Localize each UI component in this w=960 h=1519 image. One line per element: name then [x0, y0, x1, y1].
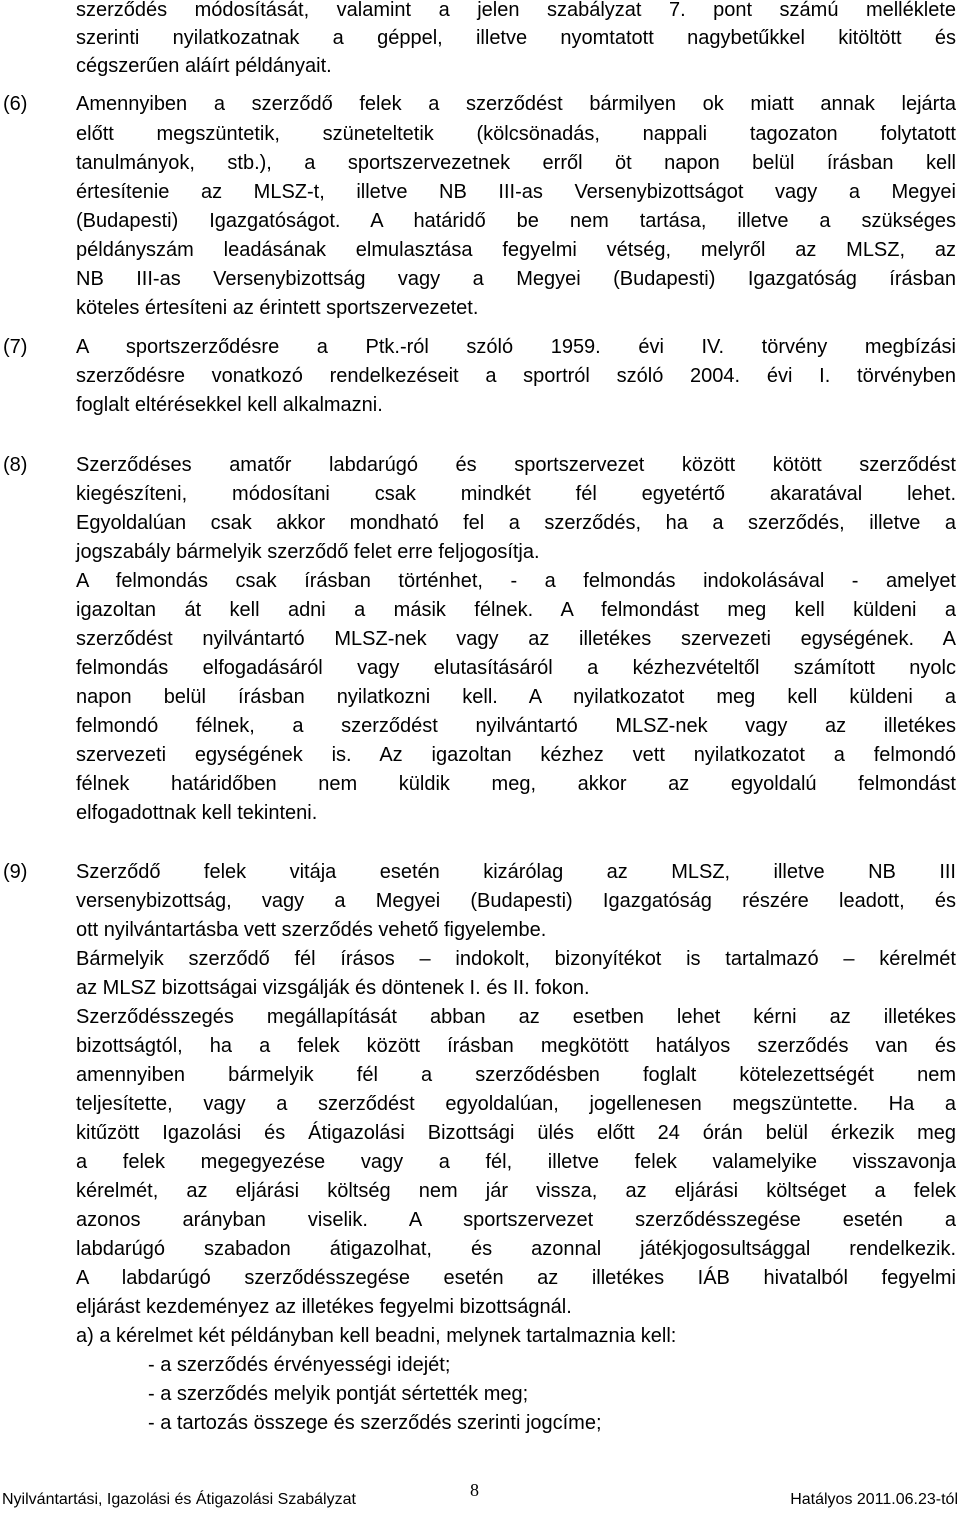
- intro-line: [0, 24, 960, 52]
- paragraph-text: azonos arányban viselik. A sportszervezet szerződésszegése esetén a: [76, 1209, 956, 1231]
- paragraph-text: igazoltan át kell adni a másik félnek. A felmondást meg kell küldeni a: [76, 599, 956, 621]
- section-9-line: [0, 974, 960, 1002]
- paragraph-text: foglalt eltérésekkel kell alkalmazni.: [76, 394, 383, 416]
- dash-list-item: [0, 1380, 960, 1408]
- paragraph-text: előtt megszüntetik, szüneteltetik (kölcsönadás, nappali tagozaton folytatott: [76, 123, 956, 145]
- paragraph-text: labdarúgó szabadon átigazolhat, és azonnal játékjogosultsággal rendelkezik.: [76, 1238, 956, 1260]
- paragraph-text: NB III-as Versenybizottság vagy a Megyei (Budapesti) Igazgatóság írásban: [76, 268, 956, 290]
- section-number: (8): [3, 454, 28, 476]
- paragraph-text: szervezeti egységének is. Az igazoltan kézhez vett nyilatkozatot a felmondó: [76, 744, 956, 766]
- section-9-line: [0, 1177, 960, 1205]
- section-9-line: [0, 1293, 960, 1321]
- paragraph-text: szerződést nyilvántartó MLSZ-nek vagy az illetékes szervezeti egységének. A: [76, 628, 956, 650]
- paragraph-text: kiegészíteni, módosítani csak mindkét fél egyetértő akaratával lehet.: [76, 483, 956, 505]
- list-intro-text: a) a kérelmet két példányban kell beadni, melynek tartalmaznia kell:: [76, 1325, 677, 1347]
- section-number: (9): [3, 861, 28, 883]
- section-8-line: [0, 509, 960, 537]
- section-8-line: [0, 770, 960, 798]
- paragraph-text: felmondó félnek, a szerződést nyilvántartó MLSZ-nek vagy az illetékes: [76, 715, 956, 737]
- paragraph-text: szerinti nyilatkozatnak a géppel, illetve nyomtatott nagybetűkkel kitöltött és: [76, 27, 956, 49]
- section-6-line: [0, 236, 960, 264]
- paragraph-text: Szerződő felek vitája esetén kizárólag az MLSZ, illetve NB III: [76, 861, 956, 883]
- list-item-text: - a szerződés melyik pontját sértették meg;: [148, 1383, 529, 1405]
- section-6-line: [0, 265, 960, 293]
- section-7-line: [0, 333, 960, 361]
- paragraph-text: Bármelyik szerződő fél írásos – indokolt, bizonyítékot is tartalmazó – kérelmét: [76, 948, 956, 970]
- section-9-line: [0, 1003, 960, 1031]
- paragraph-text: kérelmét, az eljárási költség nem jár vissza, az eljárási költséget a felek: [76, 1180, 956, 1202]
- section-7-line: [0, 391, 960, 419]
- section-8-line: [0, 741, 960, 769]
- paragraph-text: ott nyilvántartásba vett szerződés vehető figyelembe.: [76, 919, 547, 941]
- paragraph-text: Szerződésszegés megállapítását abban az esetben lehet kérni az illetékes: [76, 1006, 956, 1028]
- paragraph-text: napon belül írásban nyilatkozni kell. A nyilatkozatot meg kell küldeni a: [76, 686, 956, 708]
- paragraph-text: félnek határidőben nem küldik meg, akkor az egyoldalú felmondást: [76, 773, 956, 795]
- section-6-line: [0, 207, 960, 235]
- section-9-line: [0, 887, 960, 915]
- paragraph-text: tanulmányok, stb.), a sportszervezetnek erről öt napon belül írásban kell: [76, 152, 956, 174]
- paragraph-text: példányszám leadásának elmulasztása fegyelmi vétség, melyről az MLSZ, az: [76, 239, 956, 261]
- section-8-line: [0, 799, 960, 827]
- paragraph-text: felmondás elfogadásáról vagy elutasításáról a kézhezvételtől számított nyolc: [76, 657, 956, 679]
- paragraph-text: a felek megegyezése vagy a fél, illetve felek valamelyike visszavonja: [76, 1151, 956, 1173]
- section-6-line: [0, 90, 960, 118]
- paragraph-text: A sportszerződésre a Ptk.-ról szóló 1959. évi IV. törvény megbízási: [76, 336, 956, 358]
- paragraph-text: teljesítette, vagy a szerződést egyoldalúan, jogellenesen megszüntette. Ha a: [76, 1093, 956, 1115]
- section-6-line: [0, 178, 960, 206]
- section-9-line: [0, 1148, 960, 1176]
- section-7-line: [0, 362, 960, 390]
- section-9-line: [0, 1119, 960, 1147]
- dash-list-item: [0, 1409, 960, 1437]
- section-8-line: [0, 654, 960, 682]
- paragraph-text: cégszerűen aláírt példányait.: [76, 55, 332, 77]
- section-8-line: [0, 625, 960, 653]
- paragraph-text: bizottságtól, ha a felek között írásban megkötött hatályos szerződés van és: [76, 1035, 956, 1057]
- section-9-line: [0, 916, 960, 944]
- section-9-line: [0, 858, 960, 886]
- section-9-line: [0, 945, 960, 973]
- paragraph-text: szerződés módosítását, valamint a jelen szabályzat 7. pont számú melléklete: [76, 0, 956, 21]
- footer-title: Nyilvántartási, Igazolási és Átigazolási Szabályzat: [2, 1491, 356, 1508]
- paragraph-text: értesítenie az MLSZ-t, illetve NB III-as Versenybizottságot vagy a Megyei: [76, 181, 956, 203]
- paragraph-text: szerződésre vonatkozó rendelkezéseit a sportról szóló 2004. évi I. törvényben: [76, 365, 956, 387]
- paragraph-text: amennyiben bármelyik fél a szerződésben foglalt kötelezettségét nem: [76, 1064, 956, 1086]
- footer-effective-date: Hatályos 2011.06.23-tól: [790, 1491, 958, 1508]
- paragraph-text: elfogadottnak kell tekinteni.: [76, 802, 318, 824]
- section-6-line: [0, 120, 960, 148]
- section-8-line: [0, 451, 960, 479]
- paragraph-text: eljárást kezdeményez az illetékes fegyelmi bizottságnál.: [76, 1296, 572, 1318]
- section-6-line: [0, 294, 960, 322]
- paragraph-text: A labdarúgó szerződésszegése esetén az illetékes IÁB hivatalból fegyelmi: [76, 1267, 956, 1289]
- page-number: 8: [470, 1480, 479, 1500]
- section-8-line: [0, 596, 960, 624]
- section-number: (7): [3, 336, 28, 358]
- section-9-line: [0, 1235, 960, 1263]
- paragraph-text: jogszabály bármelyik szerződő felet erre feljogosítja.: [76, 541, 540, 563]
- list-item-text: - a szerződés érvényességi idejét;: [148, 1354, 451, 1376]
- list-item-text: - a tartozás összege és szerződés szerinti jogcíme;: [148, 1412, 602, 1434]
- paragraph-text: kitűzött Igazolási és Átigazolási Bizottsági ülés előtt 24 órán belül érkezik meg: [76, 1122, 956, 1144]
- section-6-line: [0, 149, 960, 177]
- section-9-line: [0, 1264, 960, 1292]
- section-9-line: [0, 1090, 960, 1118]
- section-9-line: [0, 1206, 960, 1234]
- paragraph-text: az MLSZ bizottságai vizsgálják és döntenek I. és II. fokon.: [76, 977, 590, 999]
- intro-line: [0, 52, 960, 80]
- paragraph-text: (Budapesti) Igazgatóságot. A határidő be nem tartása, illetve a szükséges: [76, 210, 956, 232]
- section-number: (6): [3, 93, 28, 115]
- section-8-line: [0, 567, 960, 595]
- section-8-line: [0, 683, 960, 711]
- section-8-line: [0, 480, 960, 508]
- paragraph-text: köteles értesíteni az érintett sportszervezetet.: [76, 297, 479, 319]
- section-9-line: [0, 1322, 960, 1350]
- paragraph-text: versenybizottság, vagy a Megyei (Budapesti) Igazgatóság részére leadott, és: [76, 890, 956, 912]
- section-9-line: [0, 1032, 960, 1060]
- paragraph-text: Egyoldalúan csak akkor mondható fel a szerződés, ha a szerződés, illetve a: [76, 512, 956, 534]
- section-8-line: [0, 538, 960, 566]
- paragraph-text: Szerződéses amatőr labdarúgó és sportszervezet között kötött szerződést: [76, 454, 956, 476]
- paragraph-text: A felmondás csak írásban történhet, - a felmondás indokolásával - amelyet: [76, 570, 956, 592]
- page-footer: [0, 1480, 960, 1513]
- intro-line: [0, 0, 960, 24]
- section-8-line: [0, 712, 960, 740]
- paragraph-text: Amennyiben a szerződő felek a szerződést bármilyen ok miatt annak lejárta: [76, 93, 956, 115]
- dash-list-item: [0, 1351, 960, 1379]
- section-9-line: [0, 1061, 960, 1089]
